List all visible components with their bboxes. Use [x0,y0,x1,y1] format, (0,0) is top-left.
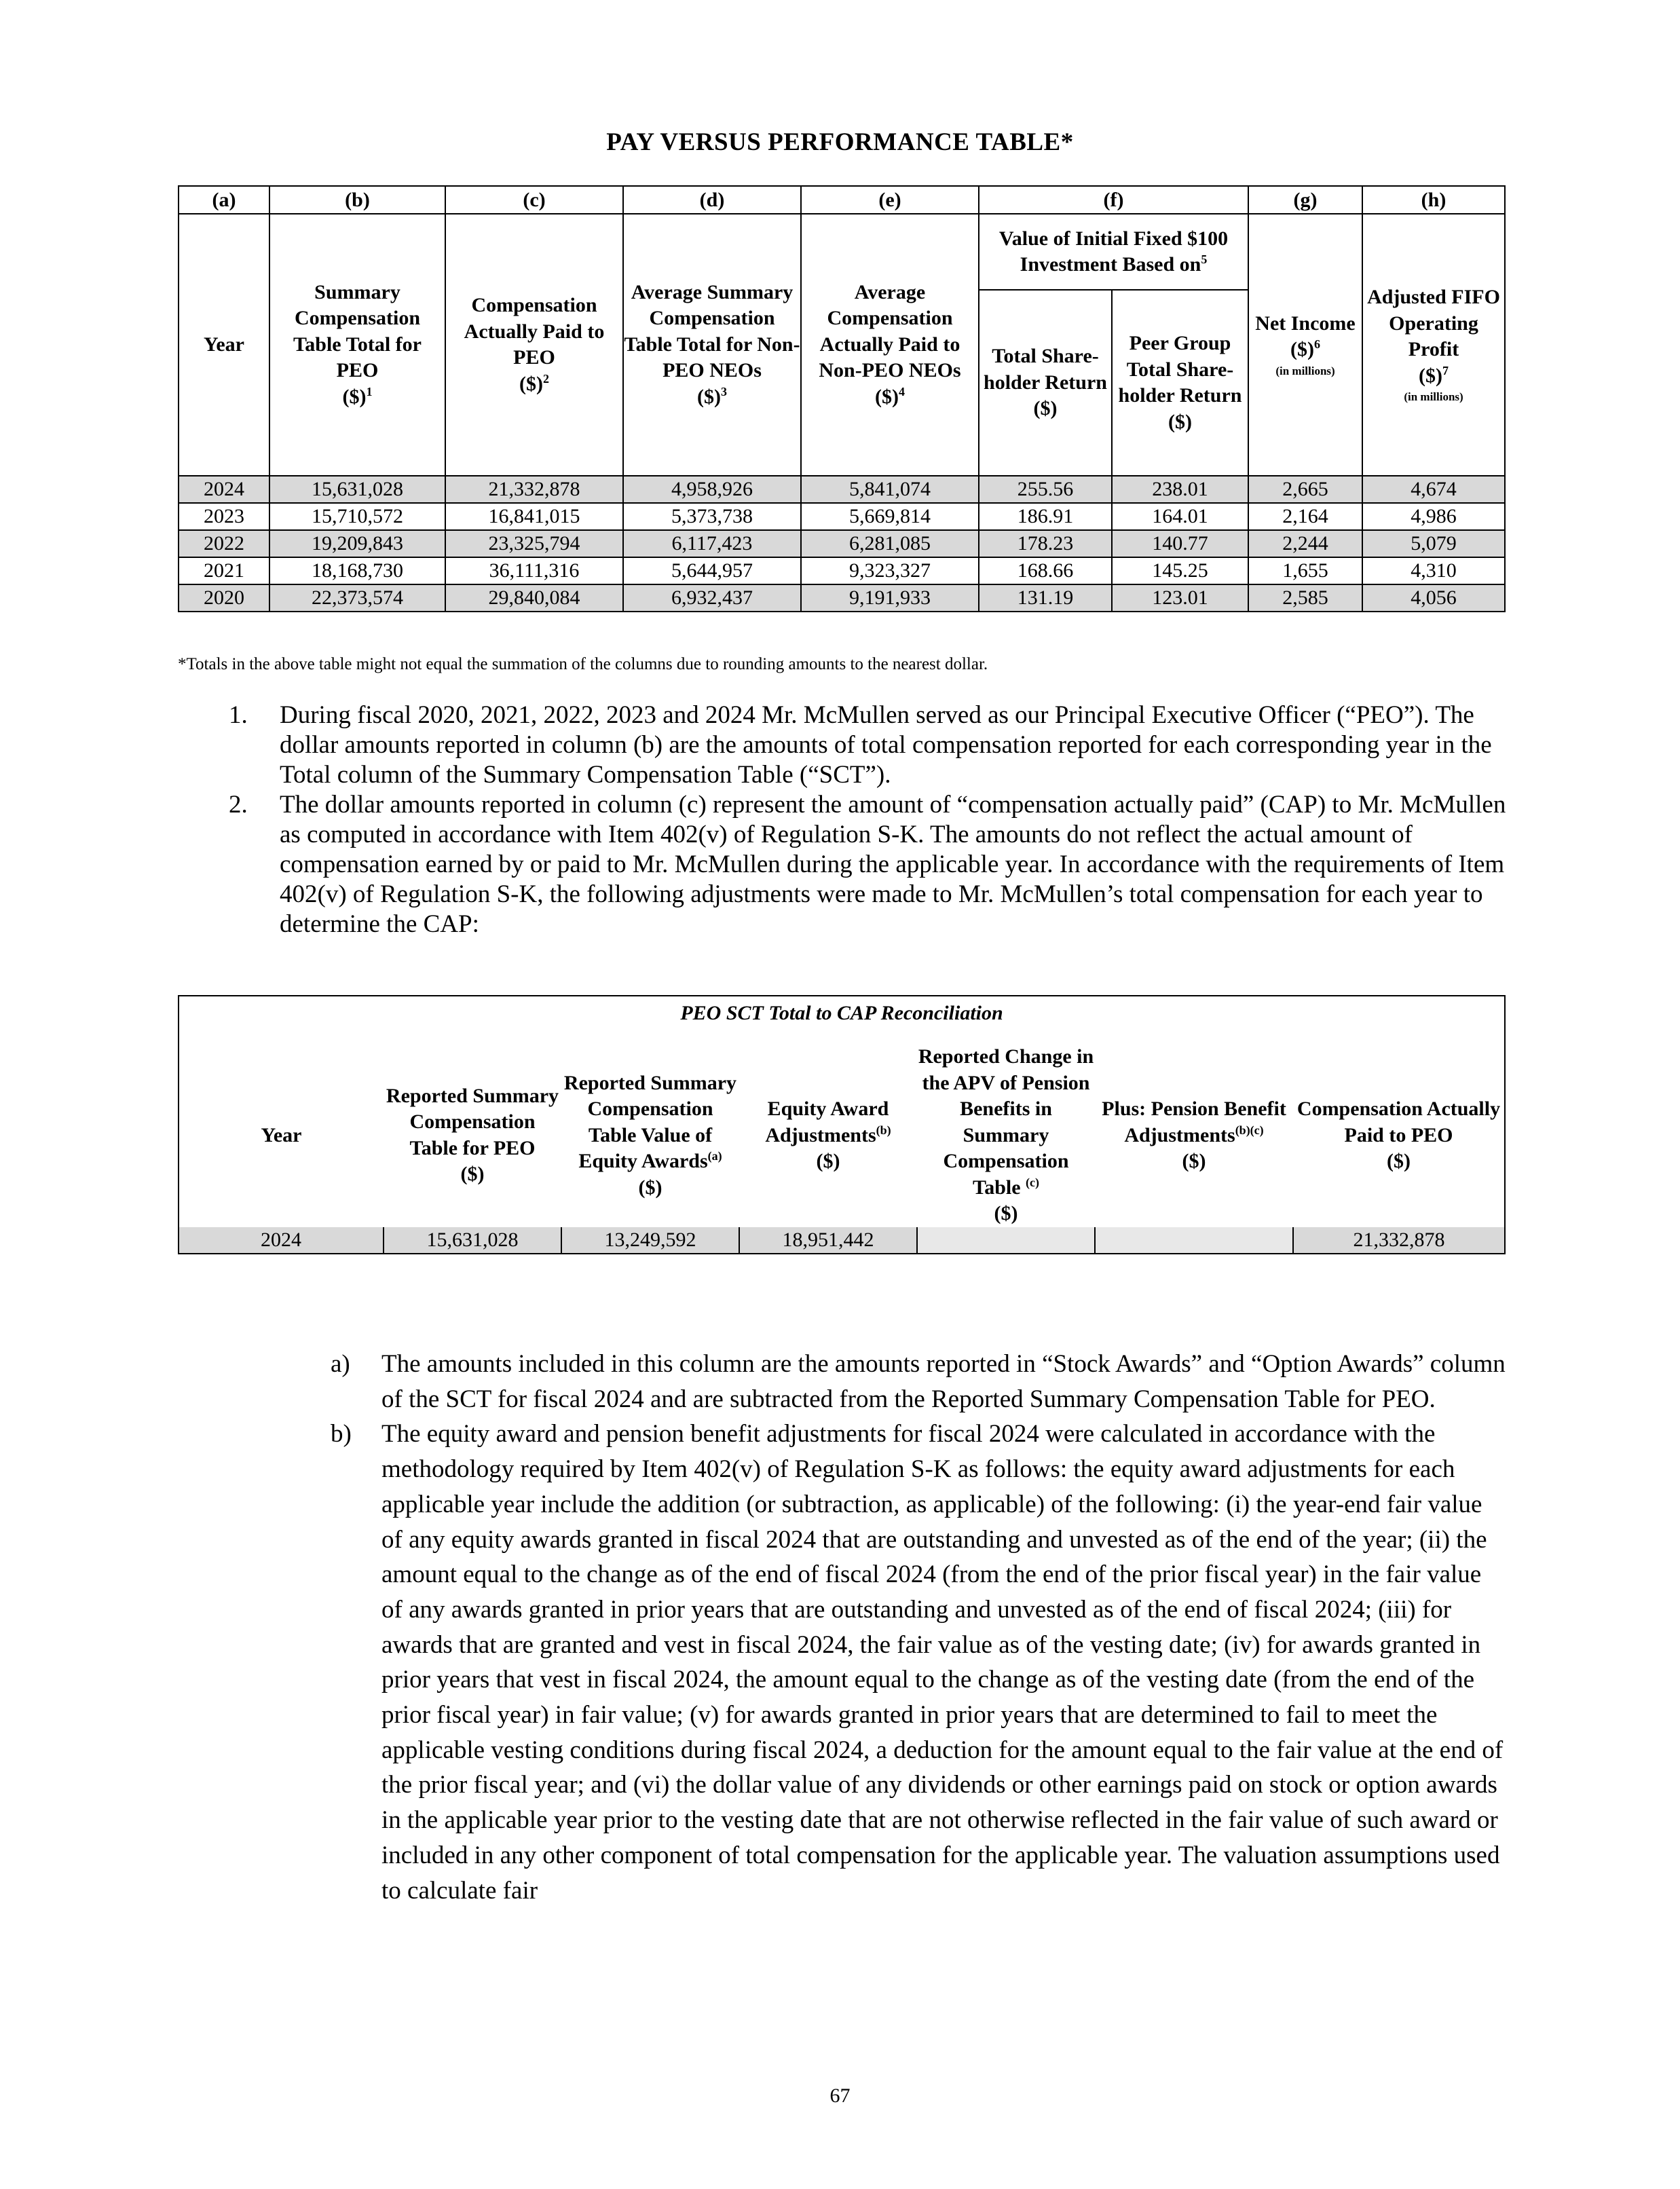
cell-sct-total-peo: 19,209,843 [269,530,445,557]
cell-net-income: 2,585 [1248,584,1362,612]
header-year: Year [179,214,269,476]
cell-cap-peo: 36,111,316 [445,557,623,584]
cell-year: 2023 [179,503,269,530]
page-number: 67 [829,2084,851,2107]
header-initial-investment-group: Value of Initial Fixed $100 Investment Based $on^5$ [979,214,1248,290]
recon-cell-equity-award-adjustments: 18,951,442 [739,1227,917,1254]
recon-header-cap-peo: Compensation Actually Paid to PEO ($) [1293,1030,1505,1227]
col-letter-g: (g) [1248,186,1362,214]
recon-header-equity-award-adjustments: Equity Award Adjustments$^{(b)}$ ($) [765,1098,891,1172]
cell-cap-peo: 21,332,878 [445,476,623,503]
cell-cap-peo: 29,840,084 [445,584,623,612]
cell-avg-sct-non-peo: 6,932,437 [623,584,801,612]
header-net-income: Net Income ($)$^6$ (in millions) [1248,214,1362,476]
cell-avg-cap-non-peo: 9,323,327 [801,557,979,584]
table-row [179,503,1505,530]
header-adjusted-fifo-operating-profit: Adjusted FIFO Operating Profit ($)$^7$ (in millions) [1362,214,1505,476]
table-row [179,1227,1505,1254]
header-peer-group-tsr: Peer Group Total Share-holder Return ($) [1112,290,1248,476]
peo-sct-to-cap-reconciliation-table [178,995,1506,1254]
table-row [179,584,1505,612]
cell-cap-peo: 23,325,794 [445,530,623,557]
cell-avg-cap-non-peo: 9,191,933 [801,584,979,612]
cell-adjusted-fifo-operating-profit: 4,056 [1362,584,1505,612]
cell-tsr: 131.19 [979,584,1112,612]
cell-avg-cap-non-peo: 5,841,074 [801,476,979,503]
cell-peer-tsr: 238.01 [1112,476,1248,503]
col-letter-f: (f) [979,186,1248,214]
note-item: 2. The dollar amounts reported in column (c) represent the amount of “compensation actually paid” (CAP) to Mr. McMullen as computed in accordance with Item 402(v) of Regulation S-K. The amounts do not reflect the actual amount of compensation earned by or paid to Mr. McMullen during the applicable year. In accordance with the requirements of Item 402(v) of Regulation S-K, the following adjustments were made to Mr. McMullen’s total compensation for each year to determine the CAP: [229,791,1506,938]
table-row [179,530,1505,557]
header-total-shareholder-return: Total Share-holder Return ($) [979,290,1112,476]
recon-header-reported-sct: Reported Summary Compensation Table for PEO ($) [386,1084,559,1186]
cell-avg-sct-non-peo: 5,373,738 [623,503,801,530]
cell-year: 2022 [179,530,269,557]
col-letter-c: (c) [445,186,623,214]
col-letter-e: (e) [801,186,979,214]
cell-avg-cap-non-peo: 6,281,085 [801,530,979,557]
cell-year: 2021 [179,557,269,584]
cell-avg-sct-non-peo: 4,958,926 [623,476,801,503]
note-item: 1. During fiscal 2020, 2021, 2022, 2023 and 2024 Mr. McMullen served as our Principal Executive Officer (“PEO”). The dollar amounts reported in column (b) are the amounts of total compensation reported for each corresponding year in the Total column of the Summary Compensation Table (“SCT”). [229,701,1492,789]
recon-cell-cap-peo: 21,332,878 [1293,1227,1505,1254]
header-cap-peo: Compensation Actually Paid to PEO ($)$^2$ [445,214,623,476]
col-letter-a: (a) [179,186,269,214]
recon-cell-equity-awards-value: 13,249,592 [561,1227,739,1254]
cell-net-income: 1,655 [1248,557,1362,584]
cell-adjusted-fifo-operating-profit: 4,310 [1362,557,1505,584]
cell-peer-tsr: 123.01 [1112,584,1248,612]
page-title: PAY VERSUS PERFORMANCE TABLE* [606,128,1074,156]
cell-avg-cap-non-peo: 5,669,814 [801,503,979,530]
table-row [179,557,1505,584]
recon-cell-pension-benefit-adjustments [1095,1227,1293,1254]
cell-net-income: 2,665 [1248,476,1362,503]
recon-header-year: Year [179,1030,384,1227]
cell-tsr: 168.66 [979,557,1112,584]
cell-peer-tsr: 145.25 [1112,557,1248,584]
cell-year: 2020 [179,584,269,612]
cell-adjusted-fifo-operating-profit: 5,079 [1362,530,1505,557]
recon-header-apv-pension-change: Reported Change in the APV of Pension Benefits in Summary Compensation Table $^{(c)}$ ($) [918,1045,1094,1224]
cell-peer-tsr: 164.01 [1112,503,1248,530]
cell-tsr: 255.56 [979,476,1112,503]
cell-avg-sct-non-peo: 6,117,423 [623,530,801,557]
col-letter-b: (b) [269,186,445,214]
cell-cap-peo: 16,841,015 [445,503,623,530]
recon-header-pension-benefit-adjustments: Plus: Pension Benefit Adjustments$^{(b)(c)}$ ($) [1102,1098,1286,1172]
reconciliation-caption: PEO SCT Total to CAP Reconciliation [179,996,1505,1030]
cell-peer-tsr: 140.77 [1112,530,1248,557]
pvp-table-body [179,476,1505,612]
col-letter-h: (h) [1362,186,1505,214]
col-letter-d: (d) [623,186,801,214]
recon-header-equity-awards-value: Reported Summary Compensation Table Value of Equity Awards$^{(a)}$ ($) [563,1071,737,1199]
cell-tsr: 178.23 [979,530,1112,557]
table-footnote: *Totals in the above table might not equal the summation of the columns due to rounding amounts to the nearest dollar. [178,655,988,673]
cell-net-income: 2,244 [1248,530,1362,557]
cell-adjusted-fifo-operating-profit: 4,986 [1362,503,1505,530]
cell-net-income: 2,164 [1248,503,1362,530]
header-sct-total-peo: Summary Compensation Table Total for PEO ($)$^1$ [269,214,445,476]
table-row [179,476,1505,503]
lettered-notes [178,1347,1508,1908]
recon-cell-reported-sct: 15,631,028 [384,1227,561,1254]
recon-cell-year: 2024 [179,1227,384,1254]
recon-cell-apv-pension-change [917,1227,1095,1254]
pay-versus-performance-table [178,185,1506,612]
note-item: b) The equity award and pension benefit adjustments for fiscal 2024 were calculated in accordance with the methodology required by Item 402(v) of Regulation S-K as follows: the equity award adjustments for each applicable year include the addition (or subtraction, as applicable) of the following: (i) the year-end fair value of any equity awards granted in fiscal 2024 that are outstanding and unvested as of the end of the year; (ii) the amount equal to the change as of the end of fiscal 2024 (from the end of the prior fiscal year) in the fair value of any awards granted in prior years that are outstanding and unvested as of the end of fiscal 2024; (iii) for awards that are granted and vest in fiscal 2024, the fair value as of the vesting date; (iv) for awards granted in prior years that vest in fiscal 2024, the amount equal to the change as of the vesting date (from the end of the prior fiscal year) in fair value; (v) for awards granted in prior years that are determined to fail to meet the applicable vesting conditions during fiscal 2024, a deduction for the amount equal to the fair value at the end of the prior fiscal year; and (vi) the dollar value of any dividends or other earnings paid on stock or option awards in the applicable year prior to the vesting date that are not otherwise reflected in the fair value of such award or included in any other component of total compensation for the applicable year. The valuation assumptions used to calculate fair [331,1420,1504,1905]
cell-avg-sct-non-peo: 5,644,957 [623,557,801,584]
header-avg-cap-non-peo: Average Compensation Actually Paid to Non-PEO NEOs ($)$^4$ [801,214,979,476]
header-avg-sct-non-peo: Average Summary Compensation Table Total for Non-PEO NEOs ($)$^3$ [623,214,801,476]
note-item: a) The amounts included in this column are the amounts reported in “Stock Awards” and “Option Awards” column of the SCT for fiscal 2024 and are subtracted from the Reported Summary Compensation Table for PEO. [331,1350,1506,1413]
cell-sct-total-peo: 18,168,730 [269,557,445,584]
cell-sct-total-peo: 22,373,574 [269,584,445,612]
numbered-notes [178,700,1508,939]
cell-year: 2024 [179,476,269,503]
cell-sct-total-peo: 15,710,572 [269,503,445,530]
cell-tsr: 186.91 [979,503,1112,530]
cell-adjusted-fifo-operating-profit: 4,674 [1362,476,1505,503]
cell-sct-total-peo: 15,631,028 [269,476,445,503]
